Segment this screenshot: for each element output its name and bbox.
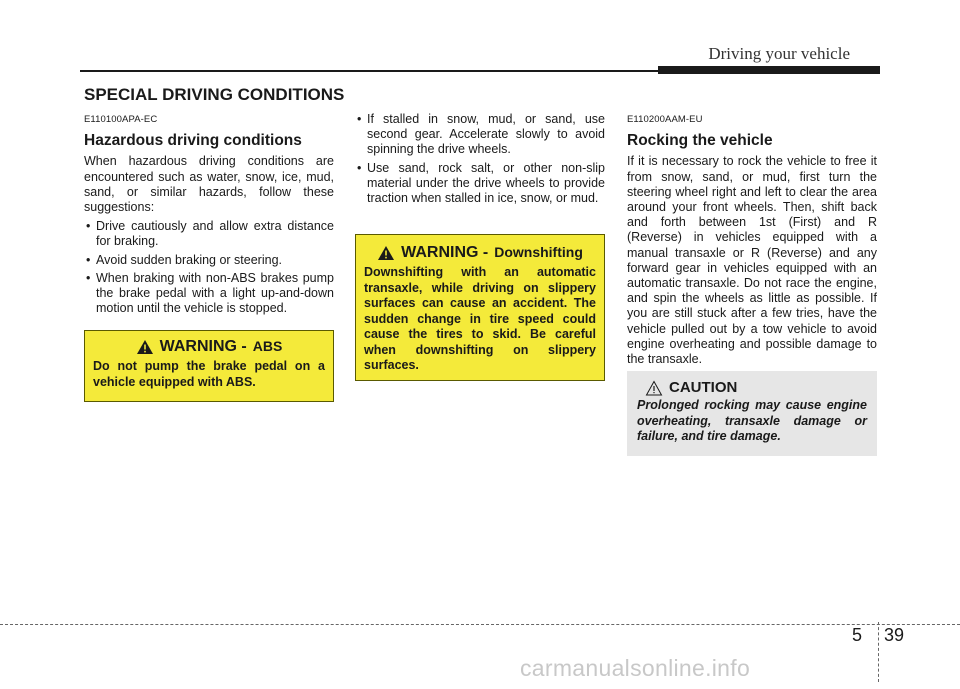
list-item: • Avoid sudden braking or steering. [84,253,334,268]
warning-box-downshifting [355,234,605,381]
subheading-hazardous: Hazardous driving conditions [84,132,302,150]
warning-text: Do not pump the brake pedal on a vehicle equipped with ABS. [93,359,325,389]
chapter-number: 5 [852,625,863,645]
page-heading: SPECIAL DRIVING CONDITIONS [84,85,345,104]
list-item: • Drive cautiously and allow extra distance for braking. [84,219,334,249]
warning-label: WARNING - [159,338,247,356]
caution-text: Prolonged rocking may cause engine overheating, transaxle damage or failure, and tire damage. [637,398,867,443]
warning-triangle-icon [136,339,154,355]
section-title: Driving your vehicle [708,44,850,63]
caution-triangle-icon [645,380,663,396]
list-item: • When braking with non-ABS brakes pump the brake pedal with a light up-and-down motion until the vehicle is stopped. [84,271,334,317]
caution-title [645,379,867,396]
footer-rule [0,624,960,625]
warning-text: Downshifting with an automatic transaxle, while driving on slippery surfaces can cause an accident. The sudden change in tire speed could cause the tires to skid. Be careful when downshifting on slippery surfaces. [364,265,596,372]
list-item: • Use sand, rock salt, or other non-slip material under the drive wheels to provide traction when stalled in ice, snow, or mud. [355,161,605,207]
warning-topic: Downshifting [494,244,583,261]
list-item: • If stalled in snow, mud, or sand, use second gear. Accelerate slowly to avoid spinning the drive wheels. [355,112,605,158]
warning-topic: ABS [252,338,283,355]
warning-title [93,339,325,355]
hazard-tips-list [84,219,334,316]
section-code: E110200AAM-EU [627,114,703,125]
section-code: E110100APA-EC [84,114,158,125]
warning-triangle-icon [377,245,395,261]
caution-label: CAUTION [669,379,738,396]
caution-box [627,371,877,456]
column-hazardous-driving [84,112,334,319]
stalled-tips-list [355,112,605,206]
column-stalled-tips [355,112,605,209]
header-rule-accent [658,66,880,74]
rocking-paragraph: If it is necessary to rock the vehicle to free it from snow, sand, or mud, first turn the steering wheel right and left to clear the area around your front wheels. Then, shift back and forth between 1st (First) and R (Reverse) in vehicles equipped with a manual transaxle or R (Reverse) and any forward gear in vehicles equipped with an automatic transaxle. Do not race the engine, and spin the wheels as little as possible. If you are still stuck after a few tries, have the vehicle pulled out by a tow vehicle to avoid engine overheating and possible damage to the transaxle. [627,154,877,367]
watermark-logo-text: carmanualsonline.info [520,655,751,681]
warning-box-abs [84,330,334,402]
page-number: 39 [884,625,905,645]
warning-title [364,245,596,261]
subheading-rocking: Rocking the vehicle [627,132,773,150]
warning-label: WARNING - [401,244,489,262]
intro-paragraph: When hazardous driving conditions are encountered such as water, snow, ice, mud, sand, or similar hazards, follow these suggestions: [84,154,334,215]
column-rocking-vehicle [627,112,877,371]
page-number-divider [878,622,879,682]
